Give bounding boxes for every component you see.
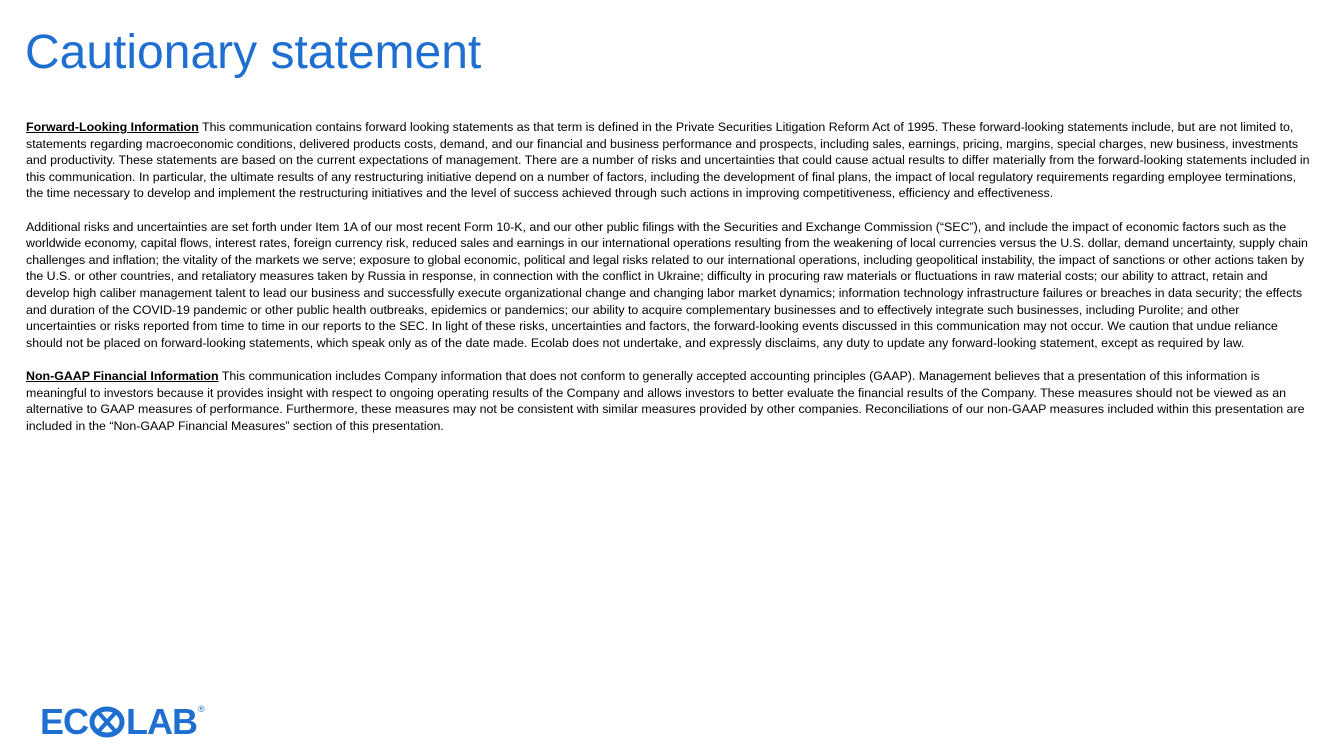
non-gaap-paragraph bbox=[26, 368, 1311, 434]
additional-risks-paragraph: Additional risks and uncertainties are set forth under Item 1A of our most recent Form 10-K, and our other public filings with the Securities and Exchange Commission (“SEC”), and include the impact of economic factors such as the worldwide economy, capital flows, interest rates, foreign currency risk, reduced sales and earnings in our international operations resulting from the weakening of local currencies versus the U.S. dollar, demand uncertainty, supply chain challenges and inflation; the vitality of the markets we serve; exposure to global economic, political and legal risks related to our international operations, including geopolitical instability, the impact of sanctions or other actions taken by the U.S. or other countries, and retaliatory measures taken by Russia in response, in connection with the conflict in Ukraine; difficulty in procuring raw materials or fluctuations in raw material costs; our ability to attract, retain and develop high caliber management talent to lead our business and successfully execute organizational change and changing labor market dynamics; information technology infrastructure failures or breaches in data security; the effects and duration of the COVID-19 pandemic or other public health outbreaks, epidemics or pandemics; our ability to acquire complementary businesses and to effectively integrate such businesses, including Purolite; and other uncertainties or risks reported from time to time in our reports to the SEC. In light of these risks, uncertainties and factors, the forward-looking events discussed in this communication may not occur. We caution that undue reliance should not be placed on forward-looking statements, which speak only as of the date made. Ecolab does not undertake, and expressly disclaims, any duty to update any forward-looking statement, except as required by law. bbox=[26, 219, 1308, 350]
non-gaap-heading: Non-GAAP Financial Information bbox=[26, 368, 219, 383]
ecolab-logo bbox=[40, 701, 204, 742]
logo-letters-lab: LAB bbox=[126, 701, 198, 742]
forward-looking-heading: Forward-Looking Information bbox=[26, 120, 199, 134]
slide-title: Cautionary statement bbox=[25, 26, 482, 79]
logo-letters-ec: EC bbox=[40, 701, 89, 742]
forward-looking-text: This communication contains forward looking statements as that term is defined in the Private Securities Litigation Reform Act of 1995. These forward-looking statements include, but are not limited to, statements regarding macroeconomic conditions, delivered products costs, demand, and our financial and business performance and prospects, including sales, earnings, pricing, margins, special charges, new business, investments and productivity. These statements are based on the current expectations of management. There are a number of risks and uncertainties that could cause actual results to differ materially from the forward-looking statements included in this communication. In particular, the ultimate results of any restructuring initiative depend on a number of factors, including the development of final plans, the impact of local regulatory requirements regarding employee terminations, the time necessary to develop and implement the restructuring initiatives and the level of success achieved through such actions in improving competitiveness, efficiency and effectiveness. bbox=[26, 120, 1310, 201]
cautionary-body bbox=[26, 119, 1311, 451]
ecolab-logo-o-mark-icon bbox=[89, 705, 125, 739]
registered-mark: ® bbox=[198, 704, 204, 714]
non-gaap-text: This communication includes Company information that does not conform to generally accepted accounting principles (GAAP). Management believes that a presentation of this information is meaningful to investors because it provides insight with respect to ongoing operating results of the Company and allows investors to better evaluate the financial results of the Company. These measures should not be viewed as an alternative to GAAP measures of performance. Furthermore, these measures may not be consistent with similar measures provided by other companies. Reconciliations of our non-GAAP measures included within this presentation are included in the “Non-GAAP Financial Measures” section of this presentation. bbox=[26, 368, 1305, 433]
forward-looking-paragraph bbox=[26, 119, 1311, 202]
